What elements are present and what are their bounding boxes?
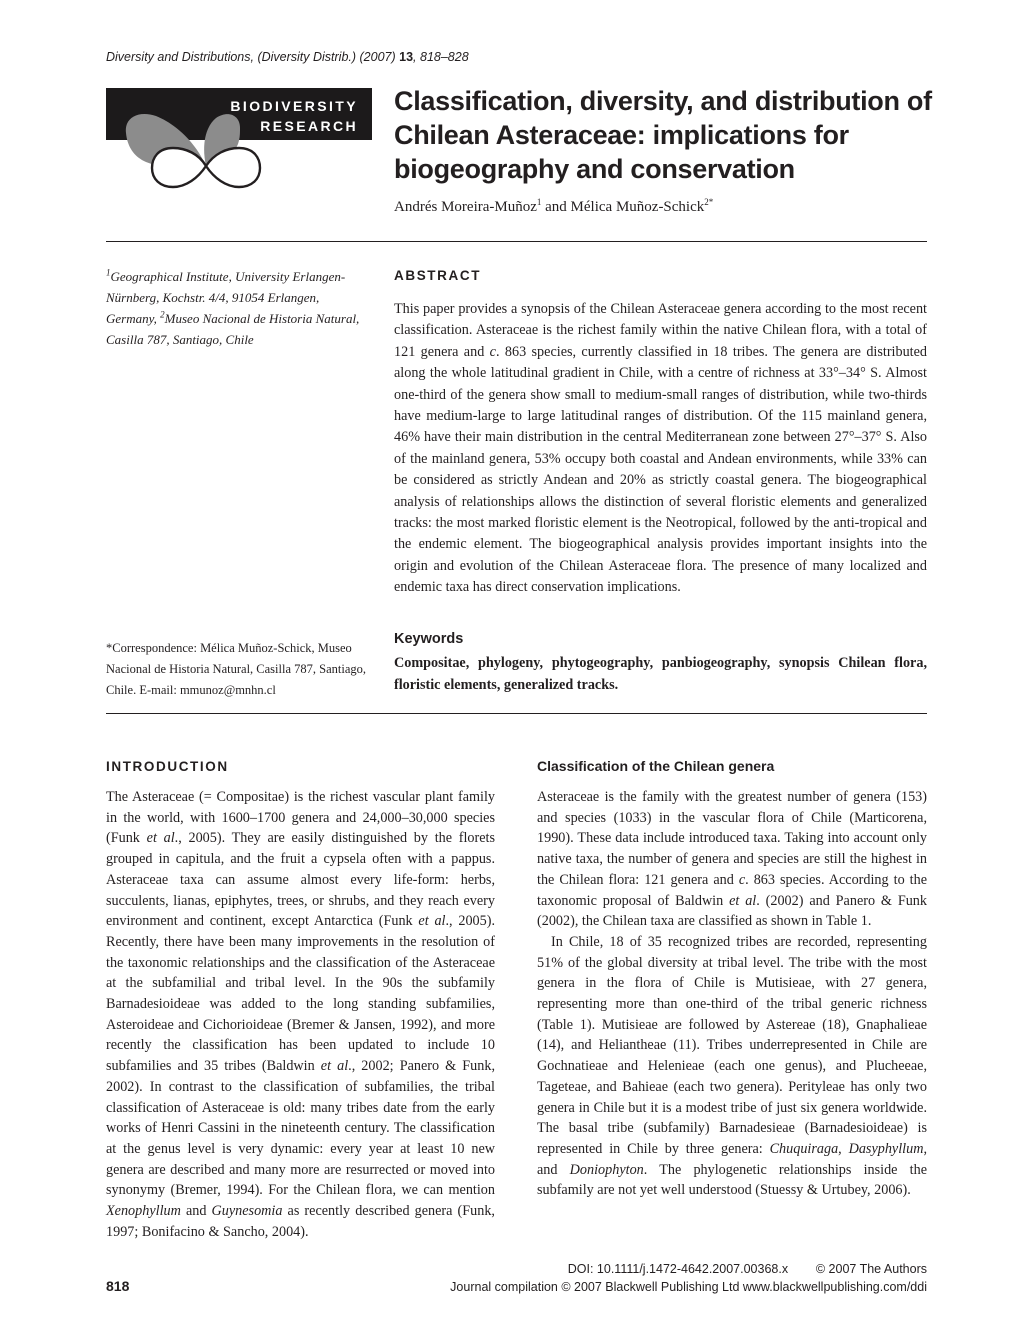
abstract-divider xyxy=(106,713,927,714)
abstract-text xyxy=(394,299,927,599)
running-head xyxy=(106,50,469,64)
intro-part-4: ., 2002; Panero & Funk, 2002). In contrast to the classification of subfamilies, the tribal classification of Asteraceae is old: many tribes date from the early works of Henri Cassini in the nineteenth century. The classification at the genus level is very dynamic: every year at least 10 new genera are described and many more are resurrected or moved into synonymy (Bremer, 1994). For the Chilean flora, we can mention xyxy=(106,1058,496,1199)
genus-xenophyllum: Xenophyllum xyxy=(106,1203,181,1220)
class-para-2-part-2: . The phylogenetic relationships inside the subfamily are not yet well understood (Stuessy & Urtubey, 2006). xyxy=(537,1161,927,1199)
intro-part-1: The Asteraceae (= Compositae) is the richest vascular plant family in the world, with 1600–1700 genera and 24,000–30,000 species (Funk xyxy=(106,789,495,847)
class-etal: et al xyxy=(729,892,757,909)
abstract-circa: c xyxy=(489,343,496,360)
logo-line-1: BIODIVERSITY xyxy=(230,98,358,114)
author-2: Mélica Muñoz-Schick xyxy=(570,199,705,215)
page-number: 818 xyxy=(106,1278,130,1294)
affiliation-1: Geographical Institute, University Erlangen-Nürnberg, Kochstr. 4/4, 91054 Erlangen, Germany, xyxy=(106,269,346,326)
class-circa: c xyxy=(738,871,746,888)
affiliation-1-mark: 1 xyxy=(106,267,111,278)
author-1-affiliation-mark: 1 xyxy=(536,197,542,207)
page-range: , 818–828 xyxy=(413,50,469,64)
intro-part-2: ., 2005). They are easily distinguished by the florets grouped in capitula, and the fruit a cypsela often with a pappus. Asteraceae taxa can assume almost every life-form: herbs, succulents, lianas, epiphytes, trees, or shrubs, and they reach every environment and continent, except Antarctica (Funk xyxy=(106,830,495,930)
affiliation-2-mark: 2 xyxy=(160,309,165,320)
article-title: Classification, diversity, and distribution of Chilean Asteraceae: implications for biogeography and conservation xyxy=(394,86,932,184)
footer-compilation: Journal compilation © 2007 Blackwell Publishing Ltd www.blackwellpublishing.com/ddi xyxy=(450,1280,927,1294)
intro-joiner: and xyxy=(180,1203,212,1220)
intro-part-5: as recently described genera (Funk, 1997; Bonifacino & Sancho, 2004). xyxy=(106,1203,495,1240)
classification-heading: Classification of the Chilean genera xyxy=(537,758,775,774)
intro-etal-3: et al xyxy=(320,1058,349,1075)
butterfly-infinity-icon xyxy=(106,88,372,200)
class-para-1-part-3: . (2002) and Panero & Funk (2002), the Chilean taxa are classified as shown in Table 1. xyxy=(537,892,927,930)
footer-doi: DOI: 10.1111/j.1472-4642.2007.00368.x © 2007 The Authors xyxy=(567,1262,927,1276)
class-para-1-part-2: . 863 species. According to the taxonomic proposal of Baldwin xyxy=(537,871,928,909)
author-joiner: and xyxy=(541,199,571,215)
abstract-part-2: . 863 species, currently classified in 18 tribes. The genera are distributed along the whole latitudinal gradient in Chile, with a centre of richness at 33°–34° S. Almost one-third of the genera show small to medium-small ranges of distribution, while two-thirds have medium-large to large latitudinal ranges of distribution. Of the 115 mainland genera, 46% have their main distribution in the central Mediterranean zone between 27°–37° S. Also of the mainland genera, 53% occupy both coastal and Andean environments, while 33% can be considered as strictly Andean and 20% as strictly coastal genera. The biogeographical analysis of relationships allows the distinction of several floristic elements and generalized tracks: the most marked floristic element is the Neotropical, followed by the anti-tropical and the endemic element. The biogeographical analysis provides important insights into the origin and evolution of the Chilean Asteraceae flora. The presence of many localized and endemic taxa has direct conservation implications. xyxy=(394,343,928,596)
classification-text xyxy=(537,787,927,1201)
author-2-affiliation-mark: 2* xyxy=(704,197,714,207)
class-para-2-part-1: In Chile, 18 of 35 recognized tribes are recorded, representing 51% of the global diversity at tribal level. The tribe with the most genera in the flora of Chile is Mutisieae, with 27 genera, representing more than one-third of the tribal generic richness (Table 1). Mutisieae are followed by Astereae (18), Gnaphalieae (14), and Heliantheae (11). Tribes underrepresented in Chile are Gochnatieae and Helenieae (each one genus), and Plucheeae, Tageteae, and Bahieae (each two genera). Perityleae has only two genera in Chile but it is a modest tribe of just six genera worldwide. The basal tribe (subfamily) Barnadesieae (Barnadesioideae) is represented in Chile by three genera: xyxy=(537,933,927,1157)
genus-chuquiraga: Chuquiraga xyxy=(769,1140,839,1157)
logo-line-2: RESEARCH xyxy=(260,118,358,134)
genus-doniophyton: Doniophyton xyxy=(569,1161,644,1178)
affiliations xyxy=(106,266,371,350)
genus-guynesomia: Guynesomia xyxy=(211,1203,283,1220)
affiliation-2: Museo Nacional de Historia Natural, Casilla 787, Santiago, Chile xyxy=(106,311,360,347)
journal-citation: Diversity and Distributions, (Diversity Distrib.) (2007) xyxy=(106,50,400,64)
abstract-part-1: This paper provides a synopsis of the Chilean Asteraceae genera according to the most recent classification. Asteraceae is the richest family within the native Chilean flora, with a total of 121 genera and xyxy=(394,301,927,360)
keywords-heading: Keywords xyxy=(394,631,464,647)
author-list xyxy=(394,199,713,216)
author-1: Andrés Moreira-Muñoz xyxy=(394,199,537,215)
introduction-heading: INTRODUCTION xyxy=(106,759,229,774)
correspondence-note: *Correspondence: Mélica Muñoz-Schick, Museo Nacional de Historia Natural, Casilla 787, Santiago, Chile. E-mail: mmunoz@mnhn.cl xyxy=(106,641,367,697)
header-divider xyxy=(106,241,927,242)
intro-etal-1: et al xyxy=(146,830,175,847)
genus-separator-1: , xyxy=(838,1140,849,1157)
section-logo xyxy=(106,88,372,200)
genus-separator-2: , and xyxy=(537,1140,927,1178)
volume-number: 13 xyxy=(399,50,414,64)
intro-part-3: ., 2005). Recently, there have been many improvements in the resolution of the taxonomic relationships and the classification of the Asteraceae at the subfamilial and tribal level. In the 90s the subfamily Barnadesioideae was added to the long standing subfamilies, Asteroideae and Cichorioideae (Bremer & Jansen, 1992), and more recently the classification has been updated to include 10 subfamilies and 35 tribes (Baldwin xyxy=(106,913,496,1075)
introduction-text xyxy=(106,787,495,1242)
abstract-heading: ABSTRACT xyxy=(394,268,482,283)
keywords-list: Compositae, phylogeny, phytogeography, panbiogeography, synopsis Chilean flora, floristic elements, generalized tracks. xyxy=(394,655,927,693)
genus-dasyphyllum: Dasyphyllum xyxy=(848,1140,924,1157)
class-para-1-part-1: Asteraceae is the family with the greatest number of genera (153) and species (1033) in the vascular flora of Chile (Marticorena, 1990). These data include introduced taxa. Taking into account only native taxa, the number of genera and species are still the highest in the Chilean flora: 121 genera and xyxy=(537,789,927,888)
intro-etal-2: et al xyxy=(418,913,446,930)
